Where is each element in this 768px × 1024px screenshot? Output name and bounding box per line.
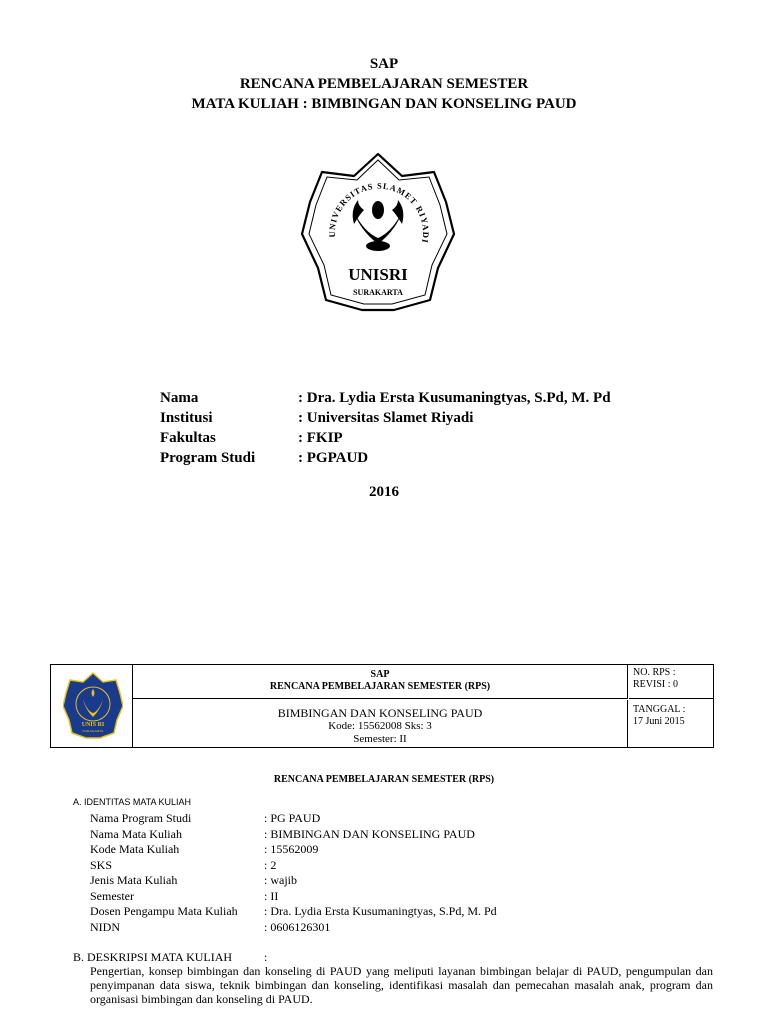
section-a-heading: A. IDENTITAS MATA KULIAH — [73, 797, 192, 807]
rps-number-cell — [629, 665, 713, 699]
identity-value: : PGPAUD — [298, 450, 369, 466]
item-value: : Dra. Lydia Ersta Kusumaningtyas, S.Pd, M. Pd — [264, 904, 497, 918]
title-line-2: RENCANA PEMBELAJARAN SEMESTER — [239, 76, 529, 92]
item-value: : 0606126301 — [264, 919, 331, 934]
list-item — [90, 873, 497, 889]
title-line-1: SAP — [369, 56, 399, 72]
title-line-3: MATA KULIAH : BIMBINGAN DAN KONSELING PAUD — [191, 96, 577, 112]
unisri-logo — [298, 150, 458, 315]
item-label: Jenis Mata Kuliah — [90, 873, 178, 887]
rps-date-cell — [629, 700, 713, 747]
identity-value: : FKIP — [298, 430, 343, 446]
list-item — [90, 858, 497, 874]
section-b-heading-row — [73, 950, 267, 965]
item-value: : wajib — [264, 873, 297, 887]
item-value: : II — [264, 888, 279, 903]
item-label: NIDN — [90, 919, 120, 934]
rps-header-table — [50, 664, 714, 748]
identity-row — [160, 428, 611, 448]
item-value: : 15562009 — [264, 842, 319, 856]
rps-section-title: RENCANA PEMBELAJARAN SEMESTER (RPS) — [273, 774, 495, 785]
section-b-colon: : — [264, 950, 268, 964]
item-label: Semester — [90, 888, 134, 903]
identity-label: Program Studi — [160, 450, 256, 466]
item-label: Nama Mata Kuliah — [90, 826, 182, 841]
rps-course-cell — [133, 700, 628, 747]
item-label: SKS — [90, 857, 113, 872]
unisri-small-logo — [63, 671, 123, 741]
identity-row — [160, 408, 611, 428]
identity-value: : Universitas Slamet Riyadi — [298, 410, 474, 426]
item-value: : 2 — [264, 857, 277, 872]
section-b-heading: B. DESKRIPSI MATA KULIAH — [73, 950, 233, 964]
rps-title-1: SAP — [370, 669, 390, 680]
logo-name: UNISRI — [348, 265, 408, 284]
list-item — [90, 920, 497, 936]
rps-course-code: Kode: 15562008 Sks: 3 — [328, 720, 432, 732]
list-item — [90, 811, 497, 827]
rps-course-semester: Semester: II — [353, 733, 407, 745]
list-item — [90, 904, 497, 920]
rps-revisi: REVISI : 0 — [633, 679, 678, 690]
identity-value: : Dra. Lydia Ersta Kusumaningtyas, S.Pd, M. Pd — [298, 390, 611, 406]
logo-city: SURAKARTA — [353, 288, 403, 297]
identity-row — [160, 448, 611, 468]
year: 2016 — [369, 484, 399, 500]
small-logo-name: UNIS RI — [81, 722, 105, 728]
identity-label: Fakultas — [160, 430, 216, 446]
logo-arc-text: UNIVERSITAS SLAMET RIYADI — [326, 180, 432, 245]
rps-no-label: NO. RPS : — [633, 667, 676, 678]
identity-label: Nama — [160, 390, 199, 406]
identity-label: Institusi — [160, 410, 213, 426]
section-b-description: Pengertian, konsep bimbingan dan konseling di PAUD yang meliputi layanan bimbingan belajar di PAUD, pengumpulan dan penyimpanan data siswa, teknik bimbingan dan konseling, identifikasi masalah dan pemecahan masalah anak, program dan organisasi bimbingan dan konseling di PAUD. — [90, 964, 713, 1006]
item-label: Dosen Pengampu Mata Kuliah — [90, 904, 238, 918]
list-item — [90, 827, 497, 843]
small-logo-city: SURAKARTA — [82, 729, 104, 733]
identity-block — [160, 388, 611, 468]
document-title — [0, 54, 768, 114]
rps-title-cell — [133, 665, 628, 699]
rps-course-name: BIMBINGAN DAN KONSELING PAUD — [277, 706, 483, 720]
rps-title-2: RENCANA PEMBELAJARAN SEMESTER (RPS) — [269, 681, 491, 692]
list-item — [90, 889, 497, 905]
item-label: Kode Mata Kuliah — [90, 842, 180, 856]
rps-logo-cell — [51, 665, 133, 747]
item-value: : BIMBINGAN DAN KONSELING PAUD — [264, 826, 475, 841]
item-value: : PG PAUD — [264, 811, 321, 825]
section-a-list — [90, 811, 497, 935]
list-item — [90, 842, 497, 858]
item-label: Nama Program Studi — [90, 811, 192, 825]
rps-date-value: 17 Juni 2015 — [633, 716, 685, 727]
identity-row — [160, 388, 611, 408]
rps-date-label: TANGGAL : — [633, 704, 686, 715]
